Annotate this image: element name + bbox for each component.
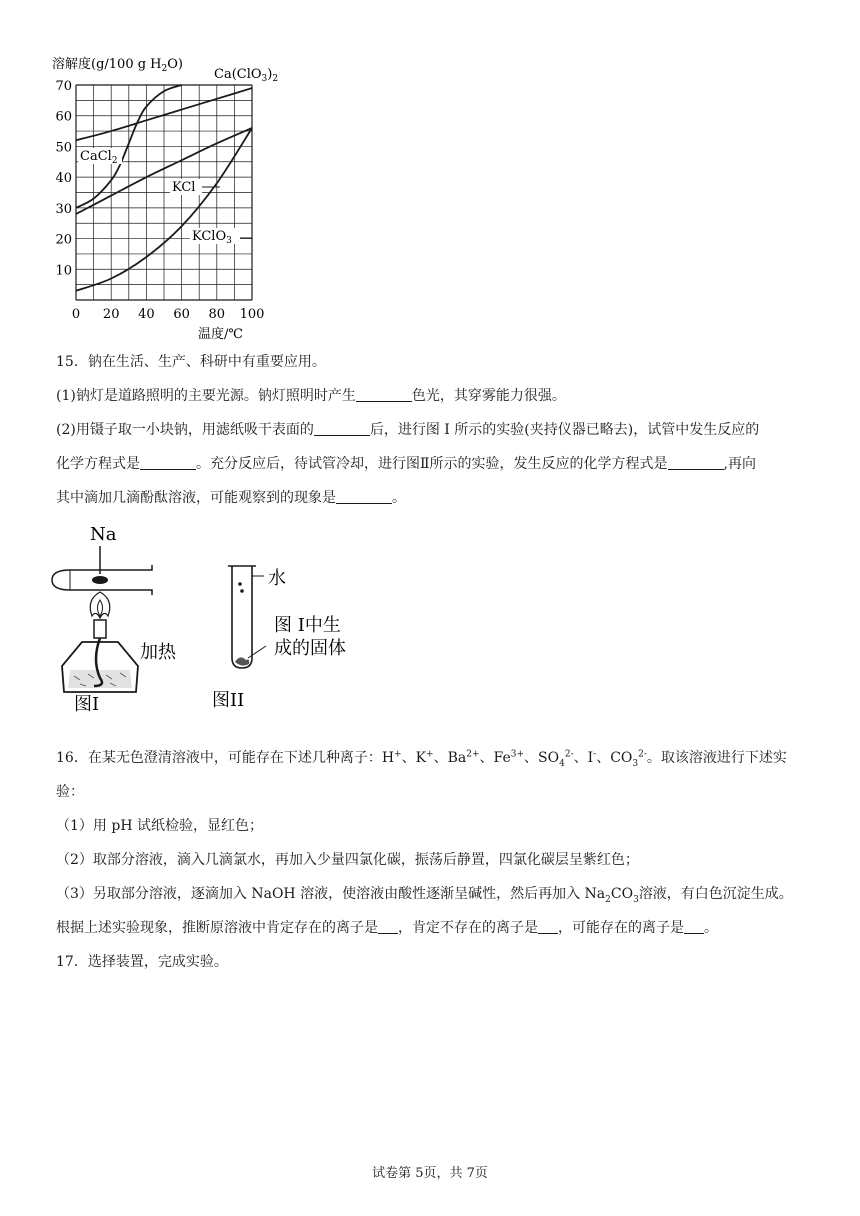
q16-line2: 验： <box>56 784 84 800</box>
q16-conclusion: 根据上述实验现象，推断原溶液中肯定存在的离子是 ，肯定不存在的离子是 ，可能存在的离子是 。 <box>56 920 718 936</box>
answer-blank[interactable] <box>668 455 724 470</box>
x-tick-label: 0 <box>71 307 81 322</box>
y-tick-label: 50 <box>55 140 72 156</box>
chart-ylabel: 溶解度(g/100 g $H_2O$) <box>52 57 183 74</box>
answer-blank[interactable] <box>140 455 196 470</box>
chart-grid <box>76 85 252 300</box>
svg-text:图I: 图I <box>74 694 100 715</box>
q16-line1: 16．在某无色澄清溶液中，可能存在下述几种离子：H+、K+、$Ba^{2+}$、$Fe^{3+}$、$SO_4^{2-}$、I-、$CO_3^{2-}$。取该溶液进行下述实 <box>56 749 787 769</box>
q16-step1: （1）用 pH 试纸检验，显红色； <box>56 818 263 834</box>
series-label-kclo3: KClO$_3$ <box>192 229 232 246</box>
q15-title: 15．钠在生活、生产、科研中有重要应用。 <box>56 354 326 370</box>
y-tick-label: 40 <box>55 171 72 187</box>
chart-xlabel: 温度/℃ <box>198 327 243 342</box>
q17-title: 17．选择装置，完成实验。 <box>56 954 228 970</box>
y-tick-label: 70 <box>55 79 72 94</box>
series-label-kcl: KCl <box>172 180 196 195</box>
answer-blank[interactable] <box>378 919 398 934</box>
answer-blank[interactable] <box>538 919 558 934</box>
x-tick-label: 100 <box>239 307 265 322</box>
sodium-piece <box>92 576 108 584</box>
svg-text:Na: Na <box>90 524 117 545</box>
answer-blank[interactable] <box>356 387 412 402</box>
svg-text:成的固体: 成的固体 <box>274 638 346 659</box>
q16-step3: （3）另取部分溶液，逐滴加入 NaOH 溶液，使溶液由酸性逐渐呈碱性，然后再加入 $Na_2CO_3$溶液，有白色沉淀生成。 <box>56 886 793 905</box>
series-label-cacl2: CaCl$_2$ <box>80 149 118 166</box>
y-tick-label: 60 <box>55 109 72 125</box>
q15-part1: (1)钠灯是道路照明的主要光源。钠灯照明时产生 色光，其穿雾能力很强。 <box>56 388 566 404</box>
svg-text:加热: 加热 <box>140 642 176 663</box>
answer-blank[interactable] <box>684 919 704 934</box>
lamp-wick-holder <box>94 620 106 638</box>
x-tick-label: 60 <box>173 307 190 322</box>
flame-icon <box>90 592 110 618</box>
x-tick-label: 40 <box>138 307 155 322</box>
y-tick-label: 20 <box>55 232 72 248</box>
apparatus-figures <box>40 520 420 720</box>
x-tick-label: 80 <box>208 307 226 322</box>
figure-1 <box>52 524 177 715</box>
q15-part2-line1: (2)用镊子取一小块钠，用滤纸吸干表面的 后，进行图 I 所示的实验(夹持仪器已略去)，试管中发生反应的 <box>56 422 760 438</box>
y-tick-label: 30 <box>55 201 72 217</box>
figure-2 <box>212 566 346 711</box>
x-tick-label: 20 <box>102 307 120 322</box>
solubility-chart <box>48 52 288 348</box>
vertical-test-tube <box>232 566 252 668</box>
q15-part2-line3: 其中滴加几滴酚酞溶液，可能观察到的现象是 。 <box>56 490 406 506</box>
solid-residue <box>235 657 249 665</box>
q15-part2-line2: 化学方程式是 。充分反应后，待试管冷却，进行图Ⅱ所示的实验，发生反应的化学方程式是 ,再向 <box>56 456 756 472</box>
answer-blank[interactable] <box>336 489 392 504</box>
q16-step2: （2）取部分溶液，滴入几滴氯水，再加入少量四氯化碳，振荡后静置，四氯化碳层呈紫红色； <box>56 852 639 868</box>
answer-blank[interactable] <box>314 421 370 436</box>
svg-text:水: 水 <box>268 568 286 589</box>
series-label-caclo32: $Ca(ClO_3)_2$ <box>214 67 279 84</box>
y-tick-label: 10 <box>55 263 72 279</box>
page-footer: 试卷第 5页，共 7页 <box>372 1166 488 1181</box>
svg-text:图II: 图II <box>212 690 245 711</box>
svg-text:图 I中生: 图 I中生 <box>274 615 341 636</box>
